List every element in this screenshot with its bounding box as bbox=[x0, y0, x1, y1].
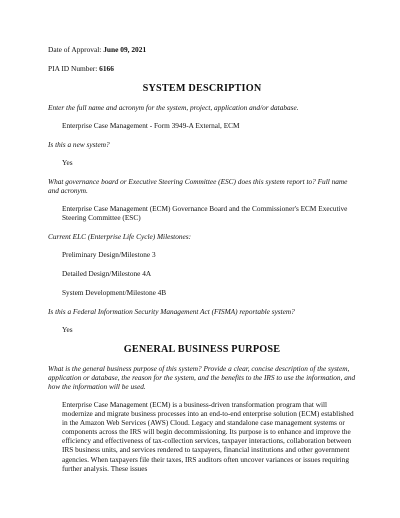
approval-date: June 09, 2021 bbox=[103, 45, 147, 54]
section-heading-general-business-purpose: GENERAL BUSINESS PURPOSE bbox=[123, 344, 281, 355]
section-heading-system-description: SYSTEM DESCRIPTION bbox=[142, 83, 262, 94]
milestone-item: System Development/Milestone 4B bbox=[62, 288, 167, 297]
answer-fisma: Yes bbox=[62, 325, 73, 334]
question-business-purpose: What is the general business purpose of this system? Provide a clear, concise description of the system, application or database, the reason for the system, and the benefits to the IRS to use the information, and how the information will be used. bbox=[48, 364, 356, 391]
answer-new-system: Yes bbox=[62, 158, 73, 167]
pia-id: 6166 bbox=[99, 64, 114, 73]
question-elc-milestones: Current ELC (Enterprise Life Cycle) Milestones: bbox=[48, 232, 192, 241]
milestone-item: Preliminary Design/Milestone 3 bbox=[62, 250, 156, 259]
question-fisma: Is this a Federal Information Security Management Act (FISMA) reportable system? bbox=[48, 307, 295, 316]
approval-label: Date of Approval: bbox=[48, 45, 102, 54]
milestone-item: Detailed Design/Milestone 4A bbox=[62, 269, 152, 278]
answer-business-purpose: Enterprise Case Management (ECM) is a business-driven transformation program that will modernize and migrate business processes into an end-to-end enterprise solution (ECM) established in the Amazon Web Services (AWS) Cloud. Legacy and standalone case management systems or components across the IRS will begin decommissioning. Its purpose is to enhance and improve the efficiency and effectiveness of tax-collection services, taxpayer interactions, collaboration between IRS business units, and services rendered to taxpayers, financial institutions and other government agencies. When taxpayers file their taxes, IRS auditors often uncover variances or issues requiring further analysis. These issues bbox=[62, 400, 354, 473]
pia-id-line bbox=[48, 64, 356, 73]
answer-governance-board: Enterprise Case Management (ECM) Governance Board and the Commissioner's ECM Executive Steering Committee (ESC) bbox=[62, 204, 348, 222]
question-new-system: Is this a new system? bbox=[48, 140, 110, 149]
question-governance-board: What governance board or Executive Steering Committee (ESC) does this system report to? Full name and acronym. bbox=[48, 177, 348, 195]
pia-label: PIA ID Number: bbox=[48, 64, 98, 73]
approval-date-line bbox=[48, 45, 356, 54]
answer-system-name: Enterprise Case Management - Form 3949-A External, ECM bbox=[62, 121, 240, 130]
question-system-name: Enter the full name and acronym for the system, project, application and/or database. bbox=[48, 103, 299, 112]
